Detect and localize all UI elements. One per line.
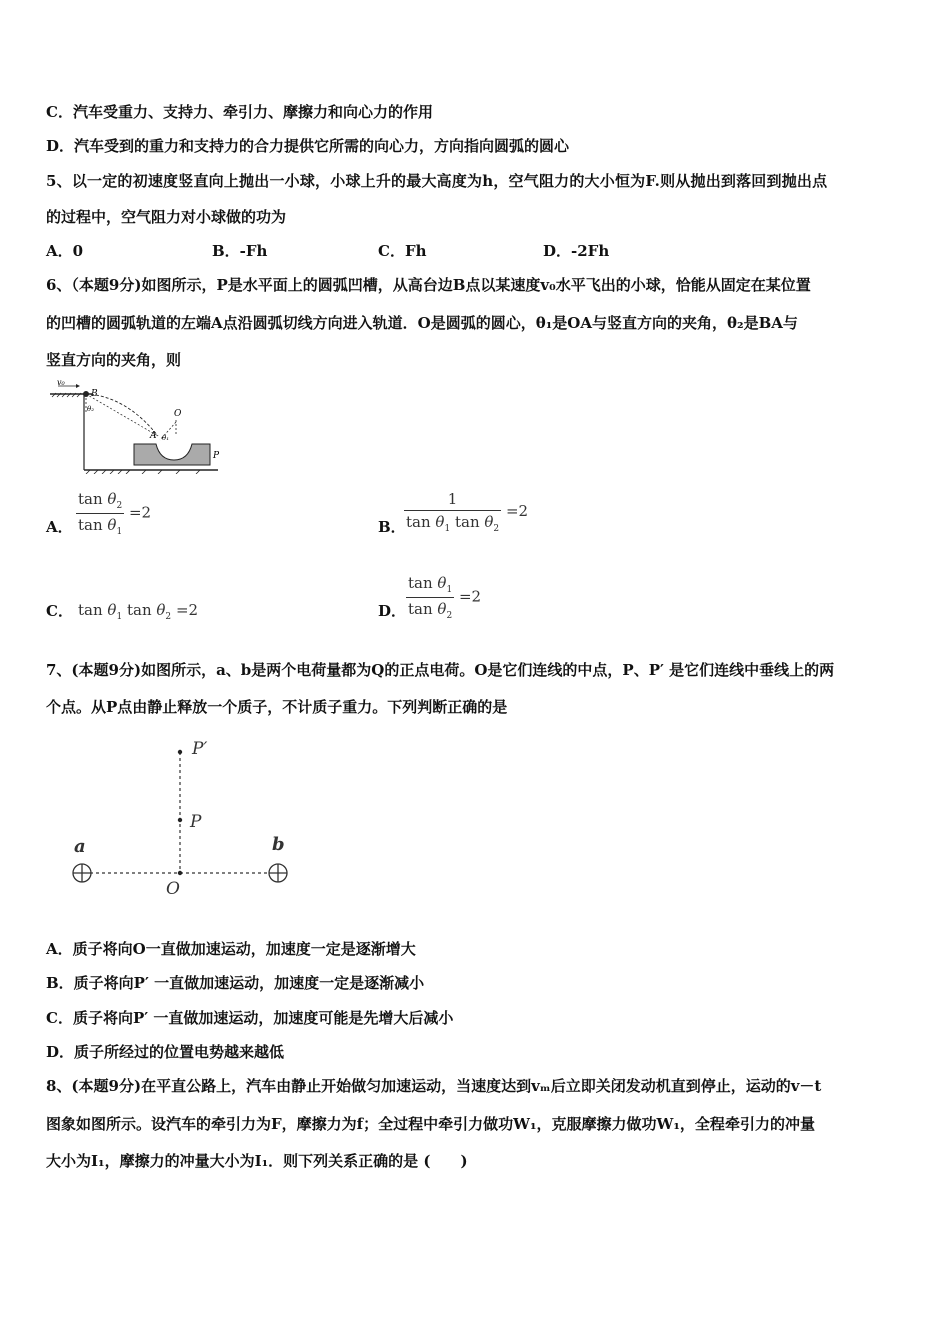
q6-stem-line1: 6、（本题9分)如图所示，P是水平面上的圆弧凹槽，从高台边B点以某速度v₀水平飞出的小球，恰能从固定在某位置 (46, 276, 811, 294)
q6-option-a-label: A． (46, 518, 73, 536)
q6-fig-label-o: O (174, 409, 182, 419)
q6-option-c-formula: $\tan \theta_1$ $\tan \theta_2 =2$ (78, 601, 199, 622)
q6-fig-label-b: B (91, 389, 98, 399)
q7-fig-label-a: a (74, 836, 86, 857)
q5-option-c: C．Fh (378, 242, 427, 260)
q8-stem-line3: 大小为I₁，摩擦力的冲量大小为I₁．则下列关系正确的是 ( ) (46, 1152, 468, 1170)
q7-fig-label-p: P (190, 812, 202, 832)
q6-option-d-label: D． (378, 602, 407, 620)
q6-option-d-formula: $\frac{\tan \theta_1}{\tan \theta_2}$ =2 (408, 574, 482, 621)
q6-stem-line3: 竖直方向的夹角，则 (46, 351, 182, 369)
q7-figure (66, 730, 306, 900)
q7-option-a: A．质子将向O一直做加速运动，加速度一定是逐渐增大 (46, 940, 416, 958)
q6-fig-label-theta2: θ₂ (87, 405, 95, 413)
q8-stem-line1: 8、(本题9分)在平直公路上，汽车由静止开始做匀加速运动，当速度达到vₘ后立即关闭发动机直到停止，运动的v－t (46, 1077, 822, 1095)
q5-option-a: A．0 (46, 242, 84, 260)
q6-stem-line2: 的凹槽的圆弧轨道的左端A点沿圆弧切线方向进入轨道．O是圆弧的圆心，θ₁是OA与竖直方向的夹角，θ₂是BA与 (46, 314, 798, 332)
q6-option-b-label: B． (378, 518, 406, 536)
q7-fig-label-o: O (166, 879, 180, 899)
q6-fig-label-a: A (150, 431, 157, 441)
q4-option-d: D．汽车受到的重力和支持力的合力提供它所需的向心力，方向指向圆弧的圆心 (46, 137, 570, 155)
q8-stem-line2: 图象如图所示。设汽车的牵引力为F，摩擦力为f；全过程中牵引力做功W₁，克服摩擦力做功W₁，全程牵引力的冲量 (46, 1115, 815, 1133)
q5-option-d: D．-2Fh (543, 242, 610, 260)
q6-fig-label-theta1: θ₁ (162, 434, 170, 442)
q6-option-b-formula: $\frac{1}{\tan \theta_1 \tan \theta_2}$ =2 (406, 490, 529, 534)
q7-fig-label-pprime: P′ (192, 739, 208, 759)
q7-stem-line1: 7、(本题9分)如图所示，a、b是两个电荷量都为Q的正点电荷。O是它们连线的中点，P、P′ 是它们连线中垂线上的两 (46, 661, 835, 679)
q4-option-c: C．汽车受重力、支持力、牵引力、摩擦力和向心力的作用 (46, 103, 433, 121)
q5-stem-line2: 的过程中，空气阻力对小球做的功为 (46, 208, 287, 226)
q5-stem-line1: 5、以一定的初速度竖直向上抛出一小球，小球上升的最大高度为h，空气阻力的大小恒为F.则从抛出到落回到抛出点 (46, 172, 828, 190)
q6-fig-label-v0: v₀ (57, 378, 65, 387)
q7-fig-label-b: b (272, 834, 285, 855)
q6-figure (46, 378, 226, 474)
q6-option-a-formula: $\frac{\tan \theta_2}{\tan \theta_1}$ =2 (78, 490, 152, 537)
q6-option-c-label: C． (46, 602, 73, 620)
q7-option-d: D．质子所经过的位置电势越来越低 (46, 1043, 285, 1061)
q6-fig-label-p: P (213, 451, 220, 461)
q5-option-b: B．-Fh (212, 242, 268, 260)
q7-option-c: C．质子将向P′ 一直做加速运动，加速度可能是先增大后减小 (46, 1009, 454, 1027)
q7-stem-line2: 个点。从P点由静止释放一个质子，不计质子重力。下列判断正确的是 (46, 698, 508, 716)
q7-option-b: B．质子将向P′ 一直做加速运动，加速度一定是逐渐减小 (46, 974, 425, 992)
